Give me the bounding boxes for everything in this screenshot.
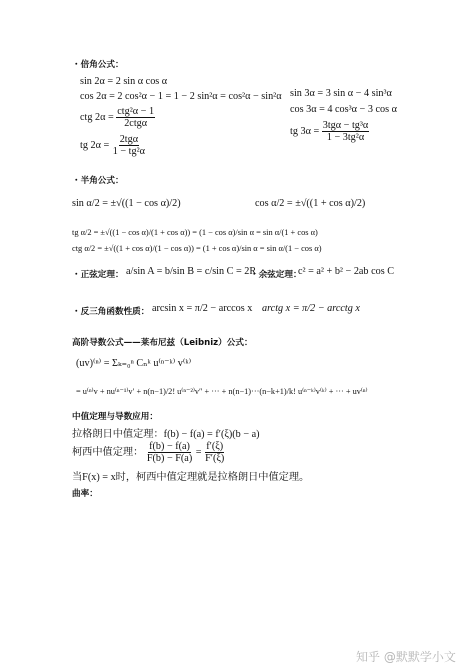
tg-3a-fraction: $\frac{\text{3tgα − tg³α}}{\text{1 − 3tg²α}}$ (322, 120, 369, 144)
mean-value-note: 当F(x) = x时，柯西中值定理就是拉格朗日中值定理。 (72, 472, 310, 483)
section-heading-sine-law: ・正弦定理： (72, 270, 124, 280)
formula-tg-3a: tg 3α = $\frac{\text{3tgα − tg³α}}{\text{1 − 3tg²α}}$ (290, 120, 369, 144)
formula-leibniz-expansion: = u⁽ⁿ⁾v + nu⁽ⁿ⁻¹⁾v′ + n(n−1)/2! u⁽ⁿ⁻²⁾v″ + ··· + n(n−1)···(n−k+1)/k! u⁽ⁿ⁻ᵏ⁾v⁽ᵏ⁾ + ··· + uv⁽ⁿ⁾ (76, 387, 368, 396)
formula-sin-2a: sin 2α = 2 sin α cos α (80, 76, 168, 87)
section-heading-half-angle: ・半角公式： (72, 176, 124, 186)
formula-cos-3a: cos 3α = 4 cos³α − 3 cos α (290, 104, 397, 115)
formula-cauchy: 柯西中值定理： $\frac{f(b) - f(a)}{F(b) - F(a)}$ = $\frac{f'(\xi)}{F'(\xi)}$ (72, 441, 225, 465)
watermark: 知乎 @默默学小文 (356, 650, 456, 664)
formula-arcsin: arcsin x = π/2 − arccos x (152, 303, 253, 314)
section-heading-inverse-trig: ・反三角函数性质： (72, 307, 150, 317)
section-heading-leibniz: 高阶导数公式——莱布尼兹（Leibniz）公式： (72, 338, 253, 348)
formula-leibniz-sum: (uv)⁽ⁿ⁾ = Σₖ₌₀ⁿ Cₙᵏ u⁽ⁿ⁻ᵏ⁾ v⁽ᵏ⁾ (76, 358, 192, 369)
section-heading-cosine-law: ・余弦定理： (250, 270, 302, 280)
formula-cos-half-angle: cos α/2 = ±√((1 + cos α)/2) (255, 198, 366, 209)
formula-sine-law: a/sin A = b/sin B = c/sin C = 2R (126, 266, 257, 277)
formula-ctg-half-angle: ctg α/2 = ±√((1 + cos α)/(1 − cos α)) = (1 + cos α)/sin α = sin α/(1 − cos α) (72, 244, 322, 253)
ctg-2a-fraction: $\frac{\text{ctg²α − 1}}{\text{2ctgα}}$ (117, 106, 155, 130)
formula-ctg-2a: ctg 2α = $\frac{\text{ctg²α − 1}}{\text{2ctgα}}$ (80, 106, 155, 130)
section-heading-mean-value: 中值定理与导数应用： (72, 412, 158, 422)
formula-lagrange: 拉格朗日中值定理：f(b) − f(a) = f′(ξ)(b − a) (72, 429, 260, 440)
cauchy-fraction-right: $\frac{f'(\xi)}{F'(\xi)}$ (205, 441, 225, 465)
section-heading-double-angle: ・倍角公式： (72, 60, 124, 70)
cauchy-fraction-left: $\frac{f(b) - f(a)}{F(b) - F(a)}$ (146, 441, 193, 465)
formula-tg-half-angle: tg α/2 = ±√((1 − cos α)/(1 + cos α)) = (1 − cos α)/sin α = sin α/(1 + cos α) (72, 228, 318, 237)
formula-cos-2a: cos 2α = 2 cos²α − 1 = 1 − 2 sin²α = cos²α − sin²α (80, 91, 282, 102)
section-heading-curvature: 曲率： (72, 489, 98, 499)
formula-sin-3a: sin 3α = 3 sin α − 4 sin³α (290, 88, 392, 99)
formula-tg-2a: tg 2α = $\frac{\text{2tgα}}{\text{1 − tg²α}}$ (80, 134, 145, 158)
formula-sin-half-angle: sin α/2 = ±√((1 − cos α)/2) (72, 198, 181, 209)
formula-arctg: arctg x = π/2 − arcctg x (262, 303, 360, 314)
formula-cosine-law: c² = a² + b² − 2ab cos C (298, 266, 394, 277)
tg-2a-fraction: $\frac{\text{2tgα}}{\text{1 − tg²α}}$ (112, 134, 145, 158)
